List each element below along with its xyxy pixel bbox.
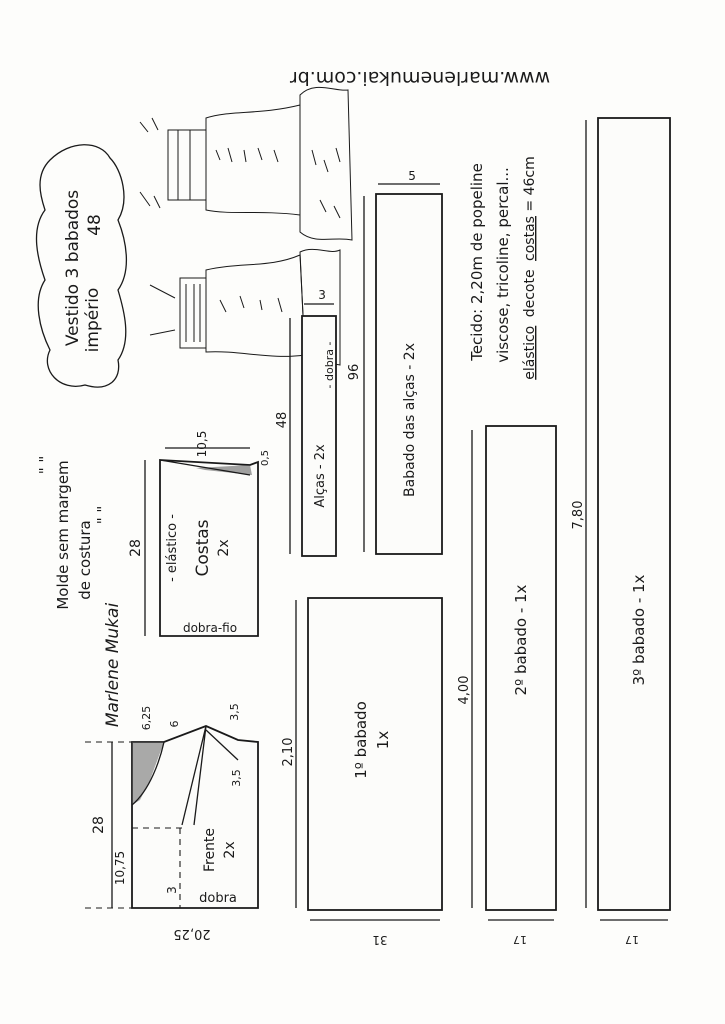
costas-qty: 2x xyxy=(216,539,232,557)
babado2-width: 17 xyxy=(513,933,527,946)
note-quote2: " " xyxy=(94,505,112,525)
alcas-label: Alças - 2x xyxy=(313,444,328,508)
seam-note xyxy=(36,456,112,610)
frente-label: Frente xyxy=(202,827,218,873)
costas-corner: 0,5 xyxy=(260,450,271,466)
babado1-qty: 1x xyxy=(374,730,392,750)
frente-top1: 6,25 xyxy=(140,705,153,731)
frente-fold: dobra xyxy=(199,891,237,906)
piece-frente xyxy=(85,703,258,941)
frente-qty: 2x xyxy=(222,841,238,859)
title-line1: Vestido 3 babados xyxy=(63,189,83,347)
babado1-length: 2,10 xyxy=(281,737,296,767)
costas-width: 10,5 xyxy=(195,430,209,458)
babado3-width: 17 xyxy=(625,933,639,946)
babado-alcas-label: Babado das alças - 2x xyxy=(402,343,418,497)
piece-alcas xyxy=(275,288,336,556)
babado3-label: 3º babado - 1x xyxy=(630,574,648,686)
frente-height: 28 xyxy=(91,816,107,834)
dress-illustration-tiered xyxy=(140,87,352,240)
frente-top2: 6 xyxy=(168,720,181,728)
alcas-length: 48 xyxy=(275,411,290,429)
fabric-line1: Tecido: 2,20m de popeline xyxy=(468,163,486,361)
fabric-elastic-label: elástico xyxy=(522,325,538,380)
fabric-neckline-label: decote xyxy=(522,269,538,318)
babado1-label: 1º babado xyxy=(352,701,370,779)
frente-lower: 10,75 xyxy=(113,850,127,886)
babado2-length: 4,00 xyxy=(457,675,472,705)
fabric-back-label: costas xyxy=(522,216,538,261)
frente-dart: 3,5 xyxy=(230,769,243,787)
note-line1: Molde sem margem xyxy=(54,460,72,610)
piece-babado-alcas xyxy=(347,169,442,554)
note-quote1: " " xyxy=(36,455,54,475)
fabric-line3 xyxy=(522,156,538,380)
babado2-label: 2º babado - 1x xyxy=(512,584,530,696)
babado-alcas-length: 96 xyxy=(347,363,362,381)
title-size: 48 xyxy=(85,214,105,236)
alcas-width: 3 xyxy=(318,288,326,302)
costas-elastic: - elástico - xyxy=(165,514,180,582)
frente-hem: 20,25 xyxy=(173,926,211,941)
signature xyxy=(103,603,123,728)
title-line2: império xyxy=(83,287,103,353)
signature-text: Marlene Mukai xyxy=(103,602,123,728)
piece-babado2 xyxy=(457,426,556,946)
website-url: www.marlenemukai.com.br xyxy=(289,67,551,89)
piece-babado1 xyxy=(281,598,442,947)
fabric-elastic-value: = 46cm xyxy=(522,156,538,212)
fabric-info xyxy=(468,156,538,380)
frente-hem-offset: 3 xyxy=(165,886,179,894)
title-cloud xyxy=(36,145,126,387)
alcas-fold: - dobra - xyxy=(323,341,336,389)
piece-babado3 xyxy=(571,118,670,946)
costas-label: Costas xyxy=(193,519,213,577)
piece-costas xyxy=(128,431,271,636)
fabric-line2: viscose, tricoline, percal... xyxy=(494,167,512,363)
babado1-width: 31 xyxy=(372,933,388,947)
costas-fold: dobra-fio xyxy=(182,621,238,635)
costas-height: 28 xyxy=(128,539,144,557)
note-line2: de costura xyxy=(76,520,94,600)
babado-alcas-width: 5 xyxy=(408,169,416,183)
babado3-length: 7,80 xyxy=(571,500,586,530)
frente-top3: 3,5 xyxy=(228,703,241,721)
